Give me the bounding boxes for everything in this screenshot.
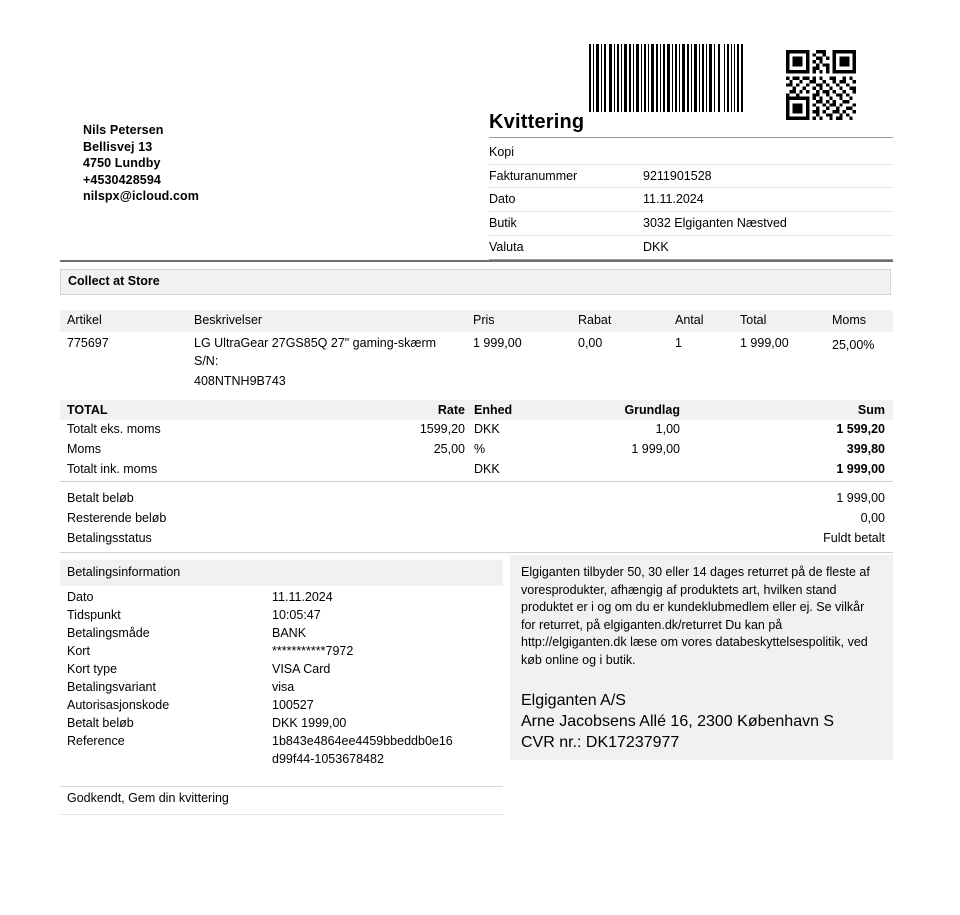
customer-street: Bellisvej 13 (83, 139, 153, 154)
payinfo-row-paid-amount (60, 716, 503, 734)
payment-information-header (60, 560, 503, 586)
meta-row-copy (489, 141, 893, 165)
totals-table (60, 400, 893, 480)
payinfo-row-reference (60, 734, 503, 752)
totals-row-inc-vat (60, 460, 893, 480)
approved-divider-top (60, 786, 503, 787)
payinfo-variant-label: Betalingsvariant (67, 680, 156, 694)
customer-address (83, 122, 199, 205)
payinfo-row-date (60, 590, 503, 608)
customer-name: Nils Petersen (83, 123, 164, 137)
cell-pris: 1 999,00 (473, 336, 522, 350)
col-antal: Antal (675, 313, 704, 327)
payinfo-card-type-label: Kort type (67, 662, 118, 676)
payinfo-method-value: BANK (272, 626, 307, 640)
col-beskrivelser: Beskrivelser (194, 313, 263, 327)
status-badge: Fuldt betalt (823, 531, 885, 545)
cell-beskrivelser: LG UltraGear 27GS85Q 27" gaming-skærm (194, 336, 437, 350)
payment-information-body (60, 586, 503, 770)
col-pris: Pris (473, 313, 495, 327)
payinfo-date-value: 11.11.2024 (272, 590, 333, 604)
cell-antal: 1 (675, 336, 682, 350)
payinfo-card-label: Kort (67, 644, 90, 658)
meta-row-currency (489, 236, 893, 260)
ex-vat-grundlag: 1,00 (655, 422, 680, 436)
totals-table-header (60, 400, 893, 420)
section-divider (60, 260, 893, 262)
payinfo-row-reference-cont (60, 752, 503, 770)
summary-row-status (60, 529, 893, 549)
customer-phone: +4530428594 (83, 172, 161, 187)
table-row-serial-label (60, 350, 893, 368)
payinfo-variant-value: visa (272, 680, 295, 694)
cell-rabat: 0,00 (578, 336, 603, 350)
meta-row-invoice-number (489, 165, 893, 189)
summary-row-remaining (60, 509, 893, 529)
invoice-number-value: 9211901528 (643, 168, 712, 183)
payinfo-auth-code-value: 100527 (272, 698, 314, 712)
payinfo-row-card (60, 644, 503, 662)
vat-grundlag: 1 999,00 (631, 442, 680, 456)
barcode (588, 44, 745, 112)
customer-city: 4750 Lundby (83, 156, 161, 171)
company-details (521, 690, 881, 753)
col-total: Total (740, 313, 767, 327)
vat-rate: 25,00 (433, 442, 465, 456)
totals-divider (60, 481, 893, 482)
inc-vat-enhed: DKK (474, 462, 500, 476)
terms-panel (510, 555, 893, 760)
payinfo-method-label: Betalingsmåde (67, 626, 150, 640)
company-cvr: CVR nr.: DK17237977 (521, 733, 680, 751)
ex-vat-label: Totalt eks. moms (67, 422, 161, 436)
col-moms: Moms (832, 313, 867, 327)
approved-divider-bottom (60, 814, 503, 815)
payinfo-row-auth-code (60, 698, 503, 716)
serial-number-value: 408NTNH9B743 (194, 374, 286, 388)
col-sum: Sum (857, 403, 885, 417)
title-divider (489, 137, 893, 138)
payinfo-reference-line2: d99f44-1053678482 (272, 752, 384, 766)
items-table-body (60, 332, 893, 386)
date-value: 11.11.2024 (643, 192, 704, 207)
company-address: Arne Jacobsens Allé 16, 2300 København S (521, 712, 835, 730)
invoice-number-label: Fakturanummer (489, 168, 578, 183)
payinfo-time-value: 10:05:47 (272, 608, 321, 622)
vat-sum: 399,80 (846, 442, 885, 456)
inc-vat-sum: 1 999,00 (836, 462, 885, 476)
summary-row-paid (60, 489, 893, 509)
ex-vat-enhed: DKK (474, 422, 500, 436)
remaining-amount-label: Resterende beløb (67, 511, 167, 525)
payinfo-auth-code-label: Autorisasjonskode (67, 698, 170, 712)
copy-label: Kopi (489, 145, 515, 159)
col-total-label: TOTAL (67, 403, 108, 417)
payinfo-row-card-type (60, 662, 503, 680)
payinfo-date-label: Dato (67, 590, 94, 604)
payinfo-row-method (60, 626, 503, 644)
payinfo-row-variant (60, 680, 503, 698)
qr-code (786, 45, 856, 125)
paid-amount-value: 1 999,00 (836, 491, 885, 505)
copy-value (643, 141, 893, 164)
summary-divider (60, 552, 893, 553)
items-table (60, 310, 893, 386)
currency-value: DKK (643, 239, 669, 254)
meta-row-store (489, 212, 893, 236)
payment-information-panel (60, 560, 503, 770)
ex-vat-rate: 1599,20 (419, 422, 465, 436)
payinfo-card-type-value: VISA Card (272, 662, 331, 676)
store-value: 3032 Elgiganten Næstved (643, 216, 787, 231)
approved-text: Godkendt, Gem din kvittering (67, 791, 229, 805)
col-enhed: Enhed (474, 403, 513, 417)
col-rabat: Rabat (578, 313, 612, 327)
delivery-method-label: Collect at Store (68, 274, 160, 288)
payinfo-paid-amount-label: Betalt beløb (67, 716, 134, 730)
customer-email: nilspx@icloud.com (83, 189, 199, 204)
payinfo-card-value: ***********7972 (272, 644, 354, 658)
cell-total: 1 999,00 (740, 336, 789, 350)
serial-number-label: S/N: (194, 354, 219, 368)
table-row-serial-value (60, 368, 893, 386)
table-row (60, 332, 893, 350)
date-label: Dato (489, 192, 516, 207)
payinfo-reference-label: Reference (67, 734, 125, 748)
paid-amount-label: Betalt beløb (67, 491, 134, 505)
col-grundlag: Grundlag (624, 403, 680, 417)
ex-vat-sum: 1 599,20 (836, 422, 885, 436)
page-title: Kvittering (489, 111, 585, 133)
payinfo-time-label: Tidspunkt (67, 608, 121, 622)
vat-label: Moms (67, 442, 102, 456)
payinfo-paid-amount-value: DKK 1999,00 (272, 716, 347, 730)
vat-enhed: % (474, 442, 486, 456)
col-artikel: Artikel (67, 313, 102, 327)
totals-row-ex-vat (60, 420, 893, 440)
remaining-amount-value: 0,00 (860, 511, 885, 525)
payment-summary (60, 489, 893, 549)
currency-label: Valuta (489, 239, 524, 254)
receipt-meta-table (489, 141, 893, 260)
company-name: Elgiganten A/S (521, 691, 626, 709)
cell-artikel: 775697 (67, 336, 109, 350)
col-rate: Rate (437, 403, 465, 417)
payment-status-label: Betalingsstatus (67, 531, 152, 545)
cell-moms: 25,00% (832, 338, 875, 352)
payment-information-heading: Betalingsinformation (67, 565, 181, 579)
terms-body: Elgiganten tilbyder 50, 30 eller 14 dages returret på de fleste af voresprodukter, afhængig af produktets art, hvilken stand produktet er i og om du er kundeklubmedlem eller ej. Se vilkår for returret, på elgiganten.dk/returret Du kan på http://elgiganten.dk læse om vores databeskyttelsespolitik, ved køb online og i butik. (521, 565, 870, 667)
inc-vat-label: Totalt ink. moms (67, 462, 158, 476)
payinfo-reference-value: 1b843e4864ee4459bbeddb0e16 (272, 734, 453, 748)
store-label: Butik (489, 216, 517, 231)
payinfo-row-time (60, 608, 503, 626)
meta-row-date (489, 188, 893, 212)
items-table-header (60, 310, 893, 332)
delivery-method-box (60, 269, 891, 295)
totals-row-vat (60, 440, 893, 460)
